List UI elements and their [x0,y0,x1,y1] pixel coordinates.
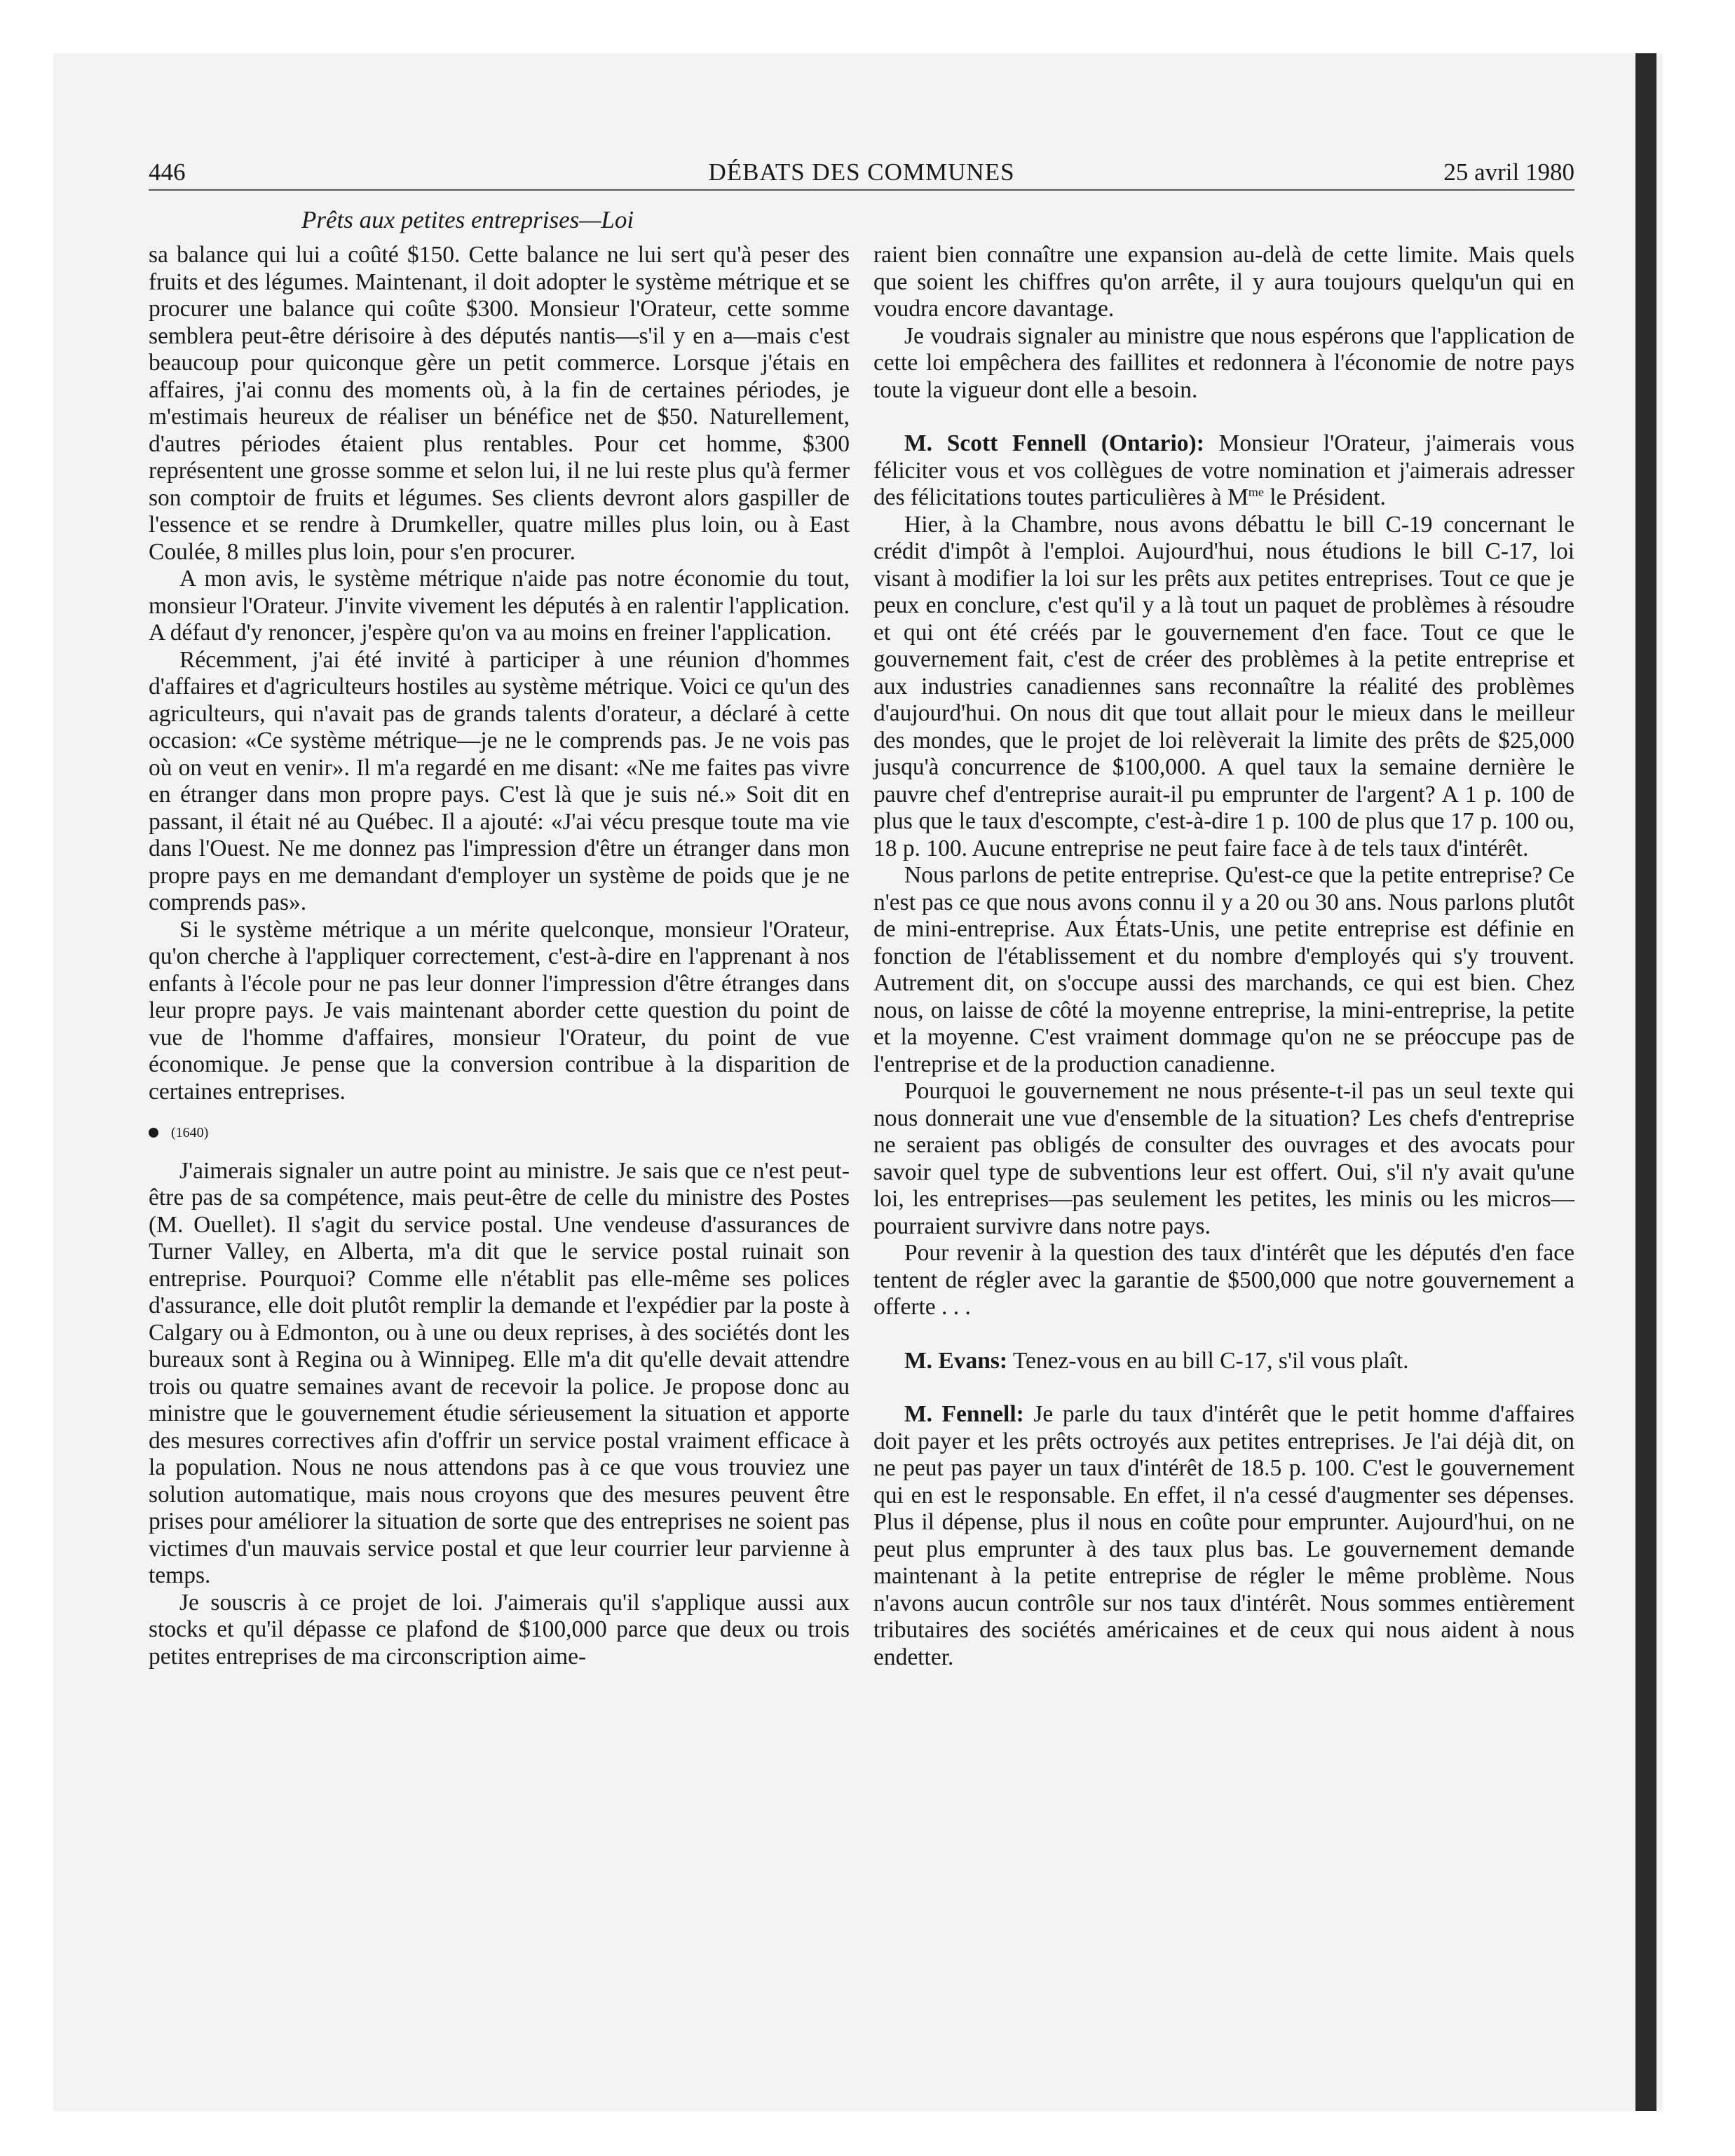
speech-scott-fennell [873,430,1574,512]
paragraph: J'aimerais signaler un autre point au ministre. Je sais que ce n'est peut-être pas de sa compétence, mais peut-être de celle du ministre des Postes (M. Ouellet). Il s'agit du service postal. Une vendeuse d'assurances de Turner Valley, en Alberta, m'a dit que le service postal ruinait son entreprise. Pourquoi? Comme elle n'établit pas elle-même ses polices d'assurance, elle doit plutôt remplir la demande et l'expédier par la poste à Calgary ou à Edmonton, ou à une ou deux reprises, à des sociétés dont les bureaux sont à Regina ou à Winnipeg. Elle m'a dit qu'elle devait attendre trois ou quatre semaines avant de recevoir la police. Je propose donc au ministre que le gouvernement étudie sérieusement la situation et apporte des mesures correctives afin d'offrir un service postal vraiment efficace à la population. Nous ne nous attendons pas à ce que vous trouviez une solution automatique, mais nous croyons que des mesures peuvent être prises pour améliorer la situation de sorte que des entreprises ne soient pas victimes d'un mauvais service postal et que leur courrier leur parvienne à temps. [149,1157,850,1588]
title-superscript: me [1248,484,1264,499]
right-column [873,242,1574,1671]
speaker-name: M. Fennell: [904,1401,1024,1427]
page-number: 446 [149,158,186,186]
speech-evans [873,1348,1574,1375]
paragraph: raient bien connaître une expansion au-delà de cette limite. Mais quels que soient les chiffres qu'on arrête, il y aura toujours quelqu'un qui en voudra encore davantage. [873,242,1574,322]
page-date: 25 avril 1980 [1443,158,1574,186]
paragraph: Je voudrais signaler au ministre que nous espérons que l'application de cette loi empêchera des faillites et redonnera à l'économie de notre pays toute la vigueur dont elle a besoin. [873,322,1574,403]
time-marker-label: (1640) [171,1125,209,1140]
speech-fennell [873,1401,1574,1671]
paragraph: Je souscris à ce projet de loi. J'aimerais qu'il s'applique aussi aux stocks et qu'il dépasse ce plafond de $100,000 parce que deux ou trois petites entreprises de ma circonscription aime- [149,1589,850,1670]
paragraph: Pour revenir à la question des taux d'intérêt que les députés d'en face tentent de régler avec la garantie de $500,000 que notre gouvernement a offerte . . . [873,1240,1574,1320]
paragraph: Nous parlons de petite entreprise. Qu'est-ce que la petite entreprise? Ce n'est pas ce que nous avons connu il y a 20 ou 30 ans. Nous parlons plutôt de mini-entreprise. Aux États-Unis, une petite entreprise est définie en fonction de l'établissement et du nombre d'employés qui s'y trouvent. Autrement dit, on s'occupe aussi des marchands, ce qui est bien. Chez nous, on laisse de côté la moyenne entreprise, la mini-entreprise, la petite et la moyenne. C'est vraiment dommage qu'on ne se préoccupe pas de l'entreprise et de la production canadienne. [873,862,1574,1077]
binding-edge [1635,53,1656,2111]
header-rule [149,189,1574,191]
subject-heading: Prêts aux petites entreprises—Loi [301,206,634,233]
paragraph: Hier, à la Chambre, nous avons débattu le bill C-19 concernant le crédit d'impôt à l'emploi. Aujourd'hui, nous étudions le bill C-17, loi visant à modifier la loi sur les prêts aux petites entreprises. Tout ce que je peux en conclure, c'est qu'il y a là tout un paquet de problèmes à résoudre et qui ont été créés par le gouvernement d'en face. Tout ce que le gouvernement fait, c'est de créer des problèmes à la petite entreprise et aux industries canadiennes sans reconnaître la réalité des problèmes d'aujourd'hui. On nous dit que tout allait pour le mieux dans le meilleur des mondes, que le projet de loi relèverait la limite des prêts de $25,000 jusqu'à concurrence de $100,000. A quel taux la semaine dernière le pauvre chef d'entreprise aurait-il pu emprunter de l'argent? A 1 p. 100 de plus que le taux d'escompte, c'est-à-dire 1 p. 100 de plus que 17 p. 100 ou, 18 p. 100. Aucune entreprise ne peut faire face à de tels taux d'intérêt. [873,511,1574,861]
paragraph: Pourquoi le gouvernement ne nous présente-t-il pas un seul texte qui nous donnerait une vue d'ensemble de la situation? Les chefs d'entreprise ne seraient pas obligés de consulter des ouvrages et des avocats pour savoir quel type de subventions leur est offert. Oui, s'il n'y avait qu'une loi, les entreprises—pas seulement les petites, les minis ou les micros—pourraient survivre dans notre pays. [873,1078,1574,1239]
paragraph: Récemment, j'ai été invité à participer à une réunion d'hommes d'affaires et d'agriculteurs hostiles au système métrique. Voici ce qu'un des agriculteurs, qui n'avait pas de grands talents d'orateur, a déclaré à cette occasion: «Ce système métrique—je ne le comprends pas. Je ne vois pas où on veut en venir». Il m'a regardé en me disant: «Ne me faites pas vivre en étranger dans mon propre pays. C'est là que je suis né.» Soit dit en passant, il était né au Québec. Il a ajouté: «J'ai vécu presque toute ma vie dans l'Ouest. Ne me donnez pas l'impression d'être un étranger dans mon propre pays en me demandant d'employer un système de poids que je ne comprends pas». [149,646,850,915]
speaker-name: M. Scott Fennell (Ontario): [904,430,1204,456]
paragraph: Si le système métrique a un mérite quelconque, monsieur l'Orateur, qu'on cherche à l'appliquer correctement, c'est-à-dire en l'apprenant à nos enfants à l'école pour ne pas leur donner l'impression d'être étranges dans leur propre pays. Je vais maintenant aborder cette question du point de vue de l'homme d'affaires, monsieur l'Orateur, du point de vue économique. Je pense que la conversion contribue à la disparition de certaines entreprises. [149,916,850,1105]
running-header [149,156,1574,189]
speech-text: Tenez-vous en au bill C-17, s'il vous plaît. [1012,1347,1409,1374]
speech-text-tail: le Président. [1270,484,1386,510]
paragraph: A mon avis, le système métrique n'aide pas notre économie du tout, monsieur l'Orateur. J'invite vivement les députés à en ralentir l'application. A défaut d'y renoncer, j'espère qu'on va au moins en freiner l'application. [149,566,850,646]
speech-text: Monsieur l'Orateur, j'aimerais vous féliciter vous et vos collègues de votre nomination et j'aimerais adresser des félicitations toutes particulières à M [873,430,1575,510]
bullet-dot-icon [149,1128,158,1138]
time-marker [149,1119,850,1147]
publication-title: DÉBATS DES COMMUNES [708,158,1015,186]
paragraph: sa balance qui lui a coûté $150. Cette balance ne lui sert qu'à peser des fruits et des légumes. Maintenant, il doit adopter le système métrique et se procurer une balance qui coûte $300. Monsieur l'Orateur, cette somme semblera peut-être dérisoire à des députés nantis—s'il y en a—mais c'est beaucoup pour quiconque gère un petit commerce. Lorsque j'étais en affaires, j'ai connu des moments où, à la fin de certaines périodes, je m'estimais heureux de réaliser un bénéfice net de $50. Naturellement, d'autres périodes étaient plus rentables. Pour cet homme, $300 représentent une grosse somme et selon lui, il ne lui reste plus qu'à fermer son comptoir de fruits et légumes. Ses clients devront alors gaspiller de l'essence et se rendre à Drumkeller, quatre milles plus loin, ou à East Coulée, 8 milles plus loin, pour s'en procurer. [149,242,850,565]
speaker-name: M. Evans: [904,1347,1008,1374]
speech-text: Je parle du taux d'intérêt que le petit homme d'affaires doit payer et les prêts octroyés aux petites entreprises. Je l'ai déjà dit, on ne peut pas payer un taux d'intérêt de 18.5 p. 100. C'est le gouvernement qui en est le responsable. En effet, il n'a cessé d'augmenter ses dépenses. Plus il dépense, plus il nous en coûte pour emprunter. Aujourd'hui, on ne peut plus emprunter à des taux plus bas. Le gouvernement demande maintenant à la petite entreprise de régler le même problème. Nous n'avons aucun contrôle sur nos taux d'intérêt. Nous sommes entièrement tributaires des sociétés américaines et de ceux qui nous aident à nous endetter. [873,1401,1575,1670]
left-column [149,242,850,1670]
